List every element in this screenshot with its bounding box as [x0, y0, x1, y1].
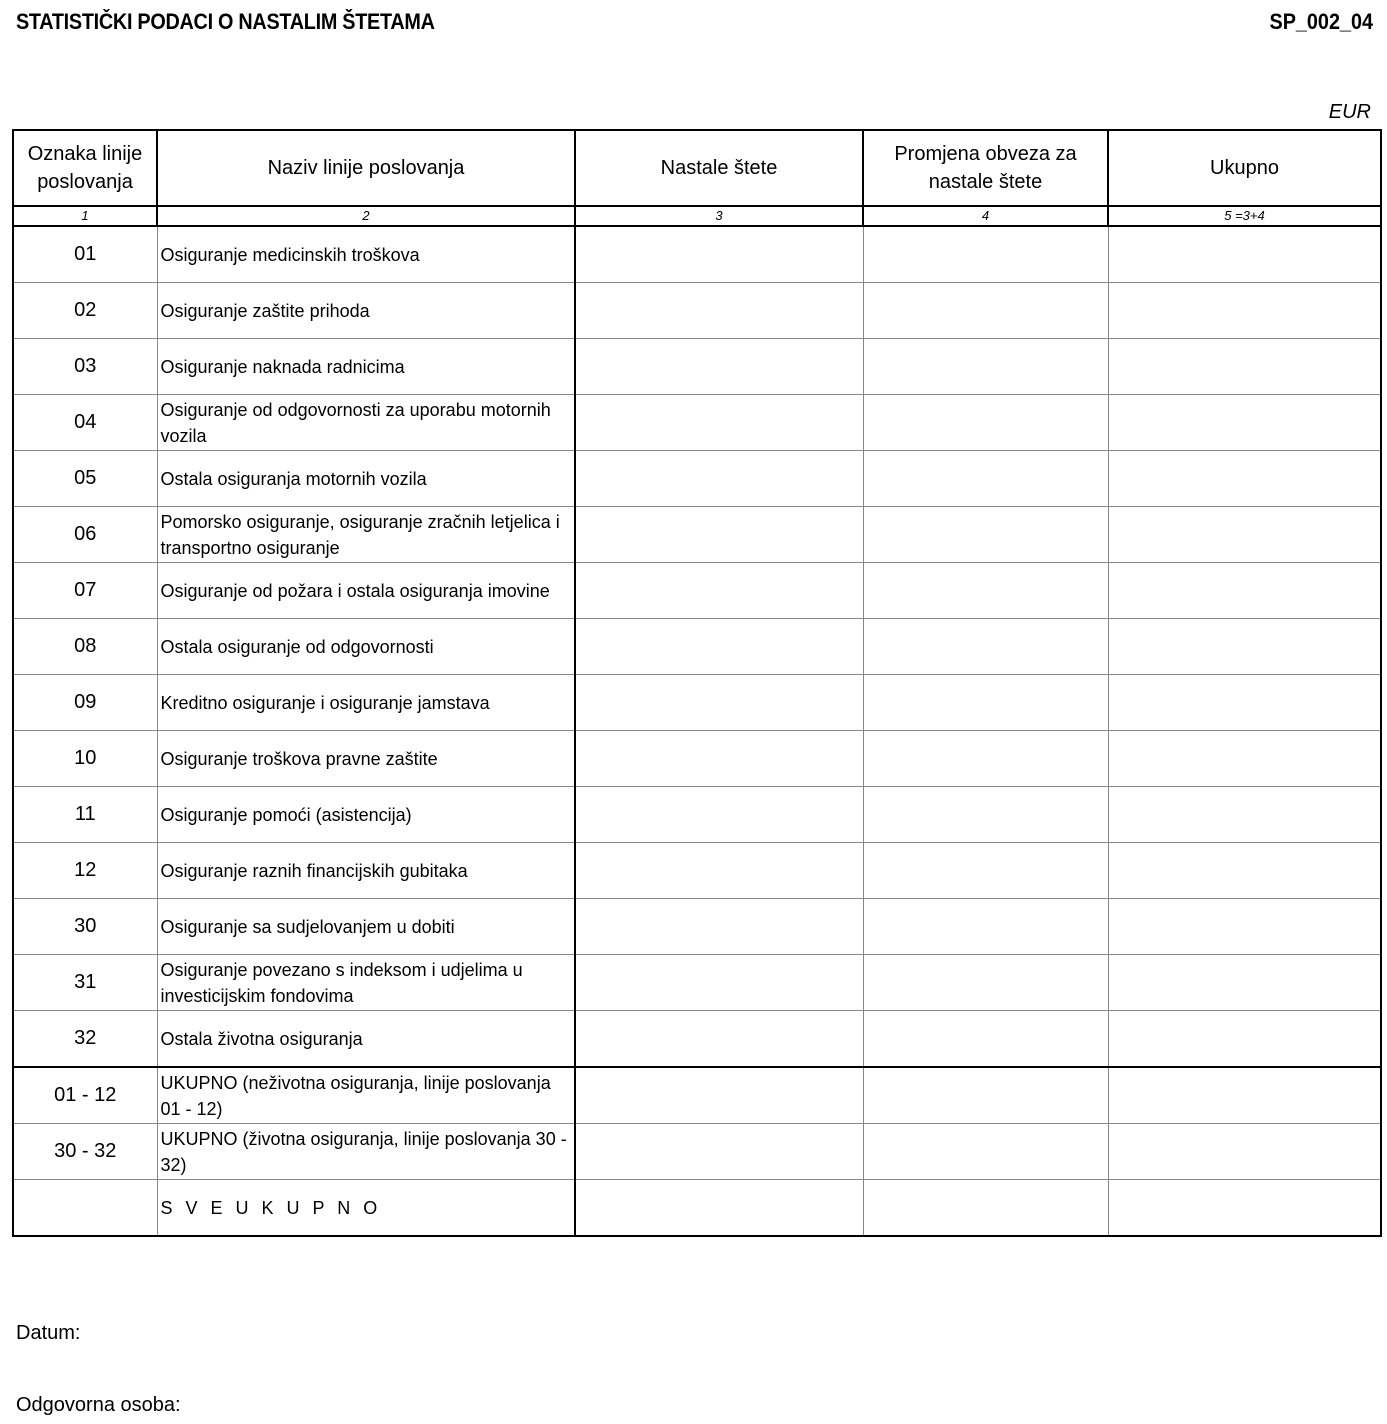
- total-input[interactable]: [1108, 675, 1381, 731]
- total-input[interactable]: [1108, 451, 1381, 507]
- table-row: [13, 283, 1381, 339]
- line-name: Osiguranje medicinskih troškova: [157, 226, 575, 283]
- total-input[interactable]: [1108, 226, 1381, 283]
- change-in-liabilities-input[interactable]: [863, 395, 1108, 451]
- table-row: [13, 226, 1381, 283]
- total-input[interactable]: [1108, 395, 1381, 451]
- column-header-change-in-liabilities: Promjena obveza za nastale štete: [863, 130, 1108, 206]
- responsible-person-label: Odgovorna osoba:: [16, 1394, 181, 1416]
- claims-incurred-input[interactable]: [575, 563, 863, 619]
- form-code: SP_002_04: [1269, 9, 1373, 34]
- line-code: 32: [13, 1011, 157, 1068]
- column-header-total: Ukupno: [1108, 130, 1381, 206]
- change-in-liabilities-input[interactable]: [863, 899, 1108, 955]
- table-row: [13, 395, 1381, 451]
- total-input[interactable]: [1108, 1011, 1381, 1068]
- claims-incurred-input[interactable]: [575, 507, 863, 563]
- total-input[interactable]: [1108, 283, 1381, 339]
- table-row: [13, 507, 1381, 563]
- total-input[interactable]: [1108, 843, 1381, 899]
- change-in-liabilities-input[interactable]: [863, 339, 1108, 395]
- claims-incurred-input[interactable]: [575, 787, 863, 843]
- column-header-name: Naziv linije poslovanja: [157, 130, 575, 206]
- change-in-liabilities-input[interactable]: [863, 619, 1108, 675]
- total-input[interactable]: [1108, 1067, 1381, 1124]
- change-in-liabilities-input[interactable]: [863, 1180, 1108, 1237]
- claims-incurred-input[interactable]: [575, 1180, 863, 1237]
- claims-incurred-input[interactable]: [575, 1124, 863, 1180]
- line-code: 10: [13, 731, 157, 787]
- line-code: [13, 1180, 157, 1237]
- claims-incurred-input[interactable]: [575, 675, 863, 731]
- line-name: UKUPNO (životna osiguranja, linije poslovanja 30 - 32): [157, 1124, 575, 1180]
- line-code: 09: [13, 675, 157, 731]
- line-name: Osiguranje troškova pravne zaštite: [157, 731, 575, 787]
- change-in-liabilities-input[interactable]: [863, 1124, 1108, 1180]
- line-code: 02: [13, 283, 157, 339]
- change-in-liabilities-input[interactable]: [863, 283, 1108, 339]
- total-input[interactable]: [1108, 1124, 1381, 1180]
- claims-incurred-input[interactable]: [575, 843, 863, 899]
- total-input[interactable]: [1108, 619, 1381, 675]
- change-in-liabilities-input[interactable]: [863, 955, 1108, 1011]
- table-row: [13, 899, 1381, 955]
- change-in-liabilities-input[interactable]: [863, 675, 1108, 731]
- table-row: [13, 1011, 1381, 1068]
- date-label: Datum:: [16, 1322, 81, 1344]
- line-code: 03: [13, 339, 157, 395]
- line-code: 30: [13, 899, 157, 955]
- line-name: Osiguranje zaštite prihoda: [157, 283, 575, 339]
- column-number: 5 =3+4: [1108, 206, 1381, 226]
- line-name: Ostala osiguranja motornih vozila: [157, 451, 575, 507]
- change-in-liabilities-input[interactable]: [863, 1011, 1108, 1068]
- total-input[interactable]: [1108, 899, 1381, 955]
- table-row: [13, 563, 1381, 619]
- change-in-liabilities-input[interactable]: [863, 451, 1108, 507]
- claims-incurred-input[interactable]: [575, 1011, 863, 1068]
- claims-incurred-input[interactable]: [575, 731, 863, 787]
- table-row: [13, 675, 1381, 731]
- change-in-liabilities-input[interactable]: [863, 731, 1108, 787]
- table-row: [13, 1180, 1381, 1237]
- table-row: [13, 731, 1381, 787]
- line-code: 12: [13, 843, 157, 899]
- claims-incurred-input[interactable]: [575, 283, 863, 339]
- claims-incurred-input[interactable]: [575, 619, 863, 675]
- line-name: Osiguranje naknada radnicima: [157, 339, 575, 395]
- line-name: Kreditno osiguranje i osiguranje jamstava: [157, 675, 575, 731]
- table-row: [13, 339, 1381, 395]
- line-code: 06: [13, 507, 157, 563]
- line-name: Pomorsko osiguranje, osiguranje zračnih letjelica i transportno osiguranje: [157, 507, 575, 563]
- claims-table: [12, 129, 1382, 1237]
- table-row: [13, 619, 1381, 675]
- claims-incurred-input[interactable]: [575, 899, 863, 955]
- claims-incurred-input[interactable]: [575, 226, 863, 283]
- line-name: Ostala životna osiguranja: [157, 1011, 575, 1068]
- column-header-code: Oznaka linije poslovanja: [13, 130, 157, 206]
- column-number: 2: [157, 206, 575, 226]
- change-in-liabilities-input[interactable]: [863, 563, 1108, 619]
- claims-incurred-input[interactable]: [575, 955, 863, 1011]
- table-row: [13, 843, 1381, 899]
- line-code: 07: [13, 563, 157, 619]
- change-in-liabilities-input[interactable]: [863, 787, 1108, 843]
- column-header-claims-incurred: Nastale štete: [575, 130, 863, 206]
- line-name: Osiguranje pomoći (asistencija): [157, 787, 575, 843]
- currency-label: EUR: [1328, 101, 1371, 123]
- line-code: 05: [13, 451, 157, 507]
- table-row: [13, 1124, 1381, 1180]
- line-code: 04: [13, 395, 157, 451]
- total-input[interactable]: [1108, 1180, 1381, 1237]
- column-number: 1: [13, 206, 157, 226]
- column-number: 3: [575, 206, 863, 226]
- line-code: 08: [13, 619, 157, 675]
- claims-incurred-input[interactable]: [575, 451, 863, 507]
- total-input[interactable]: [1108, 955, 1381, 1011]
- line-code: 01 - 12: [13, 1067, 157, 1124]
- change-in-liabilities-input[interactable]: [863, 226, 1108, 283]
- column-number: 4: [863, 206, 1108, 226]
- change-in-liabilities-input[interactable]: [863, 843, 1108, 899]
- table-row: [13, 787, 1381, 843]
- total-input[interactable]: [1108, 787, 1381, 843]
- claims-incurred-input[interactable]: [575, 1067, 863, 1124]
- total-input[interactable]: [1108, 731, 1381, 787]
- table-row: [13, 955, 1381, 1011]
- line-code: 11: [13, 787, 157, 843]
- claims-incurred-input[interactable]: [575, 395, 863, 451]
- line-name: Osiguranje sa sudjelovanjem u dobiti: [157, 899, 575, 955]
- line-code: 30 - 32: [13, 1124, 157, 1180]
- line-name: Osiguranje raznih financijskih gubitaka: [157, 843, 575, 899]
- total-input[interactable]: [1108, 563, 1381, 619]
- table-row: [13, 451, 1381, 507]
- claims-incurred-input[interactable]: [575, 339, 863, 395]
- line-code: 31: [13, 955, 157, 1011]
- table-row: [13, 1067, 1381, 1124]
- line-name: Ostala osiguranje od odgovornosti: [157, 619, 575, 675]
- total-input[interactable]: [1108, 507, 1381, 563]
- change-in-liabilities-input[interactable]: [863, 1067, 1108, 1124]
- line-name: Osiguranje od požara i ostala osiguranja imovine: [157, 563, 575, 619]
- line-code: 01: [13, 226, 157, 283]
- change-in-liabilities-input[interactable]: [863, 507, 1108, 563]
- total-input[interactable]: [1108, 339, 1381, 395]
- page-title: STATISTIČKI PODACI O NASTALIM ŠTETAMA: [16, 9, 435, 34]
- line-name: S V E U K U P N O: [157, 1180, 575, 1237]
- line-name: Osiguranje od odgovornosti za uporabu motornih vozila: [157, 395, 575, 451]
- line-name: Osiguranje povezano s indeksom i udjelima u investicijskim fondovima: [157, 955, 575, 1011]
- line-name: UKUPNO (neživotna osiguranja, linije poslovanja 01 - 12): [157, 1067, 575, 1124]
